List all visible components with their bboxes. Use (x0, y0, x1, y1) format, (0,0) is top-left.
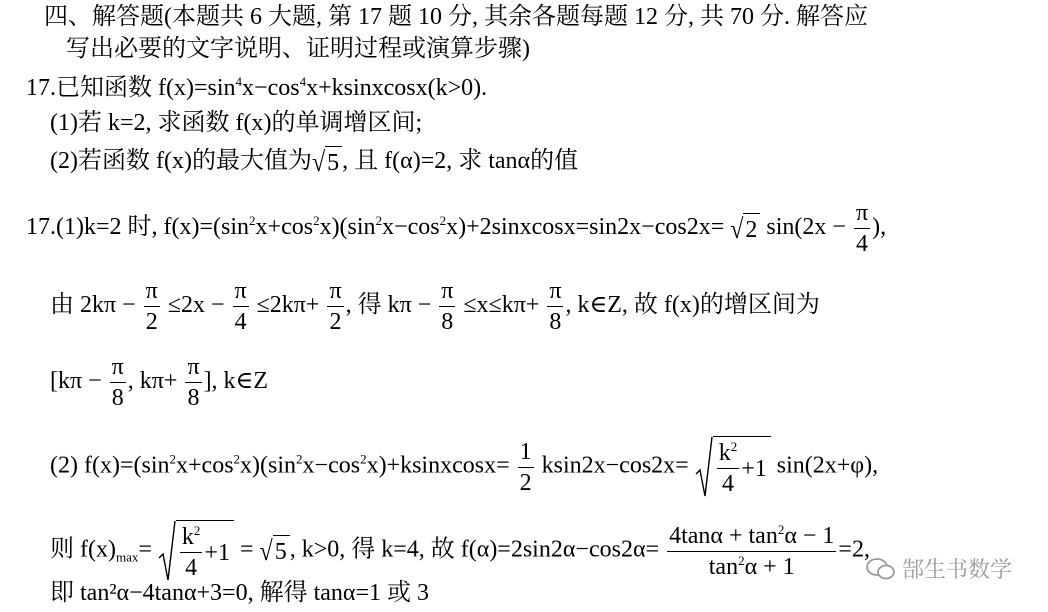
solution-1-line2: 由 2kπ − $\frac{\pi}{2}$ ≤2x − $\frac{\pi}{4}$ ≤2kπ+ $\frac{\pi}{2}$ , 得 kπ − $\frac{\pi}{8}$ ≤x≤kπ+ $\frac{\pi}{8}$ , k∈Z, 故 f(x)的增区间为 (50, 278, 820, 335)
solution-1-line3: [kπ − $\frac{\pi}{8}$ , kπ+ $\frac{\pi}{8}$ ], k∈Z (50, 354, 268, 411)
watermark: 郜生书数学 (866, 553, 1012, 584)
sqrt-k2-over-4-plus-1: $\frac{k^2}{4}$ +1 (695, 436, 771, 498)
fraction-tan-alpha: $\frac{4\tan\alpha + \tan^2\alpha - 1}{\tan^2\alpha + 1}$ (669, 521, 835, 580)
fraction-pi-over-4: $\frac{\pi}{4}$ (855, 200, 869, 257)
question-17-part1: (1)若 k=2, 求函数 f(x)的单调增区间; (50, 110, 423, 136)
solution-2-line3: 即 tan²α−4tanα+3=0, 解得 tanα=1 或 3 (50, 580, 430, 606)
solution-1-line1: 17.(1)k=2 时, $f(x)=(\sin^2x+\cos^2x)(\sin^2x-\cos^2x)+2sinxcosx=\sin 2x-\cos 2x= √2$ sin(2x − $\frac{\pi}{4}$ ), (26, 200, 887, 257)
section-header: 四、解答题(本题共 6 大题, 第 17 题 10 分, 其余各题每题 12 分, 共 70 分. 解答应 (44, 4, 868, 30)
solution-2-line1: (2) $f(x)=(\sin^2x+\cos^2x)(\sin^2x-\cos^2x)+ksinxcosx=$ $\frac{1}{2}$ ksin2x−cos2x= $\frac{k^2}{4}$ +1 sin(2x+φ), (50, 436, 878, 498)
section-header-cont: 写出必要的文字说明、证明过程或演算步骤) (66, 36, 530, 62)
solution-2-line2: 则 $f(x)_{max}=$ $\frac{k^2}{4}$ +1 = √5 , k>0, 得 k=4, 故 f(α)=2sin2α−cos2α= $\frac{4\tan\alpha + \tan^2\alpha - 1}{\tan^2\alpha + 1}$ =2, (50, 521, 870, 581)
question-17-part2: (2)若函数 f(x)的最大值为√5 , 且 f(α)=2, 求 tanα的值 (50, 148, 579, 179)
wechat-icon (866, 556, 896, 582)
question-17-stem: 17.已知函数 $f(x)=\sin^4x-\cos^4x+ksinxcosx(k>0)$. (26, 74, 488, 101)
